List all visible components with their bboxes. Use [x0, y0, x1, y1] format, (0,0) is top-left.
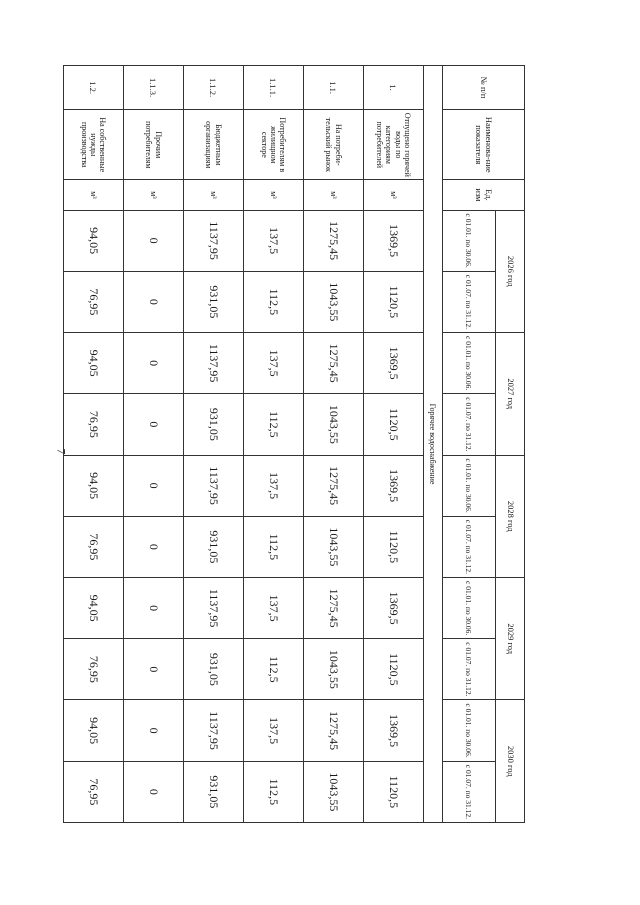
- value-cell: 1275,45: [304, 210, 364, 271]
- value-cell: 76,95: [64, 761, 124, 822]
- value-cell: 1369,5: [364, 333, 424, 394]
- value-cell: 112,5: [244, 271, 304, 332]
- value-cell: 137,5: [244, 577, 304, 638]
- value-cell: 931,05: [184, 516, 244, 577]
- value-cell: 0: [124, 210, 184, 271]
- value-cell: 931,05: [184, 639, 244, 700]
- header-first-half: с 01.01. по 30.06.: [443, 577, 496, 638]
- header-second-half: с 01.07. по 31.12.: [443, 639, 496, 700]
- value-cell: 1275,45: [304, 577, 364, 638]
- row-number: 1.1.2.: [184, 66, 244, 110]
- row-unit: м³: [244, 180, 304, 210]
- value-cell: 1369,5: [364, 577, 424, 638]
- value-cell: 112,5: [244, 516, 304, 577]
- row-unit: м³: [124, 180, 184, 210]
- value-cell: 1137,95: [184, 700, 244, 761]
- header-second-half: с 01.07. по 31.12.: [443, 516, 496, 577]
- header-second-half: с 01.07. по 31.12.: [443, 761, 496, 822]
- water-supply-table: [63, 65, 525, 823]
- header-year-2027: 2027 год: [496, 333, 525, 455]
- row-name: Потребителям в жилищном секторе: [244, 110, 304, 180]
- value-cell: 1043,55: [304, 394, 364, 455]
- value-cell: 137,5: [244, 700, 304, 761]
- table-row: [364, 66, 424, 823]
- value-cell: 137,5: [244, 333, 304, 394]
- header-num: № п/п: [443, 66, 525, 110]
- value-cell: 112,5: [244, 394, 304, 455]
- value-cell: 1120,5: [364, 271, 424, 332]
- value-cell: 137,5: [244, 210, 304, 271]
- row-number: 1.: [364, 66, 424, 110]
- value-cell: 94,05: [64, 700, 124, 761]
- section-title: Горячее водоснабжение: [424, 66, 443, 823]
- row-unit: м³: [64, 180, 124, 210]
- table-row: [304, 66, 364, 823]
- value-cell: 0: [124, 455, 184, 516]
- value-cell: 137,5: [244, 455, 304, 516]
- value-cell: 1369,5: [364, 455, 424, 516]
- value-cell: 0: [124, 516, 184, 577]
- row-unit: м³: [364, 180, 424, 210]
- table-row: [244, 66, 304, 823]
- value-cell: 1043,55: [304, 516, 364, 577]
- value-cell: 76,95: [64, 639, 124, 700]
- value-cell: 112,5: [244, 639, 304, 700]
- row-name: Бюджетным организациям: [184, 110, 244, 180]
- value-cell: 1369,5: [364, 700, 424, 761]
- page-number: 7: [54, 448, 69, 455]
- row-name: На потреби-тельский рынок: [304, 110, 364, 180]
- value-cell: 0: [124, 700, 184, 761]
- value-cell: 76,95: [64, 271, 124, 332]
- value-cell: 76,95: [64, 394, 124, 455]
- value-cell: 1137,95: [184, 577, 244, 638]
- value-cell: 1137,95: [184, 333, 244, 394]
- row-number: 1.1.1.: [244, 66, 304, 110]
- value-cell: 0: [124, 271, 184, 332]
- value-cell: 1275,45: [304, 455, 364, 516]
- value-cell: 1120,5: [364, 761, 424, 822]
- value-cell: 94,05: [64, 333, 124, 394]
- value-cell: 112,5: [244, 761, 304, 822]
- value-cell: 94,05: [64, 577, 124, 638]
- row-unit: м³: [304, 180, 364, 210]
- value-cell: 1275,45: [304, 333, 364, 394]
- value-cell: 1137,95: [184, 455, 244, 516]
- value-cell: 1043,55: [304, 639, 364, 700]
- header-year-2026: 2026 год: [496, 210, 525, 332]
- header-first-half: с 01.01. по 30.06.: [443, 333, 496, 394]
- value-cell: 94,05: [64, 210, 124, 271]
- value-cell: 1275,45: [304, 700, 364, 761]
- header-year-2028: 2028 год: [496, 455, 525, 577]
- value-cell: 94,05: [64, 455, 124, 516]
- table-row: [64, 66, 124, 823]
- value-cell: 931,05: [184, 271, 244, 332]
- table-row: [124, 66, 184, 823]
- value-cell: 1137,95: [184, 210, 244, 271]
- row-unit: м³: [184, 180, 244, 210]
- rotated-table-frame: [79, 65, 525, 823]
- row-name: Отпущено горячей воды по категориям потребителей: [364, 110, 424, 180]
- value-cell: 0: [124, 761, 184, 822]
- value-cell: 1043,55: [304, 271, 364, 332]
- value-cell: 0: [124, 577, 184, 638]
- header-first-half: с 01.01. по 30.06.: [443, 700, 496, 761]
- value-cell: 1120,5: [364, 394, 424, 455]
- table-row: [184, 66, 244, 823]
- row-name: Прочим потребителям: [124, 110, 184, 180]
- header-year-2029: 2029 год: [496, 577, 525, 699]
- value-cell: 1120,5: [364, 516, 424, 577]
- value-cell: 0: [124, 333, 184, 394]
- value-cell: 0: [124, 394, 184, 455]
- row-name: На собственные нужды производства: [64, 110, 124, 180]
- header-first-half: с 01.01. по 30.06.: [443, 210, 496, 271]
- header-name: Наименова-ние показателя: [443, 110, 525, 180]
- table-container: [79, 65, 525, 823]
- value-cell: 931,05: [184, 394, 244, 455]
- value-cell: 1120,5: [364, 639, 424, 700]
- row-number: 1.2.: [64, 66, 124, 110]
- value-cell: 0: [124, 639, 184, 700]
- header-unit: Ед. изм: [443, 180, 525, 210]
- header-second-half: с 01.07. по 31.12.: [443, 394, 496, 455]
- value-cell: 1043,55: [304, 761, 364, 822]
- row-number: 1.1.: [304, 66, 364, 110]
- header-second-half: с 01.07. по 31.12.: [443, 271, 496, 332]
- header-year-2030: 2030 год: [496, 700, 525, 823]
- row-number: 1.1.3.: [124, 66, 184, 110]
- value-cell: 1369,5: [364, 210, 424, 271]
- value-cell: 76,95: [64, 516, 124, 577]
- value-cell: 931,05: [184, 761, 244, 822]
- header-first-half: с 01.01. по 30.06.: [443, 455, 496, 516]
